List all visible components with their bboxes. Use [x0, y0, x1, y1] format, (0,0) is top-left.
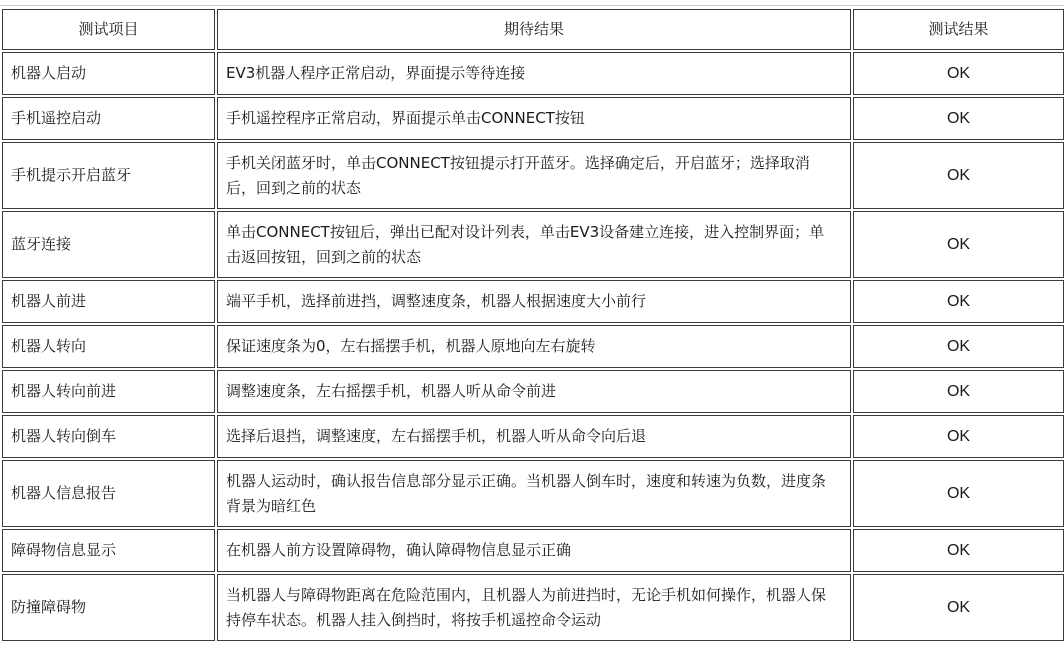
cell-test-item: 机器人转向倒车 [2, 415, 215, 458]
cell-test-result: OK [853, 97, 1064, 140]
cell-expected-result: 保证速度条为0，左右摇摆手机，机器人原地向左右旋转 [217, 325, 851, 368]
cell-expected-result: 端平手机，选择前进挡，调整速度条，机器人根据速度大小前行 [217, 280, 851, 323]
table-row [2, 280, 1064, 323]
table-row [2, 211, 1064, 278]
table-row [2, 52, 1064, 95]
cell-expected-result: 选择后退挡，调整速度，左右摇摆手机，机器人听从命令向后退 [217, 415, 851, 458]
cell-test-result: OK [853, 460, 1064, 527]
header-test-item: 测试项目 [2, 9, 215, 50]
table-row [2, 142, 1064, 209]
cell-expected-result: 手机关闭蓝牙时，单击CONNECT按钮提示打开蓝牙。选择确定后，开启蓝牙；选择取消后，回到之前的状态 [217, 142, 851, 209]
cell-test-result: OK [853, 415, 1064, 458]
table-row [2, 574, 1064, 641]
cell-test-result: OK [853, 52, 1064, 95]
cell-test-result: OK [853, 574, 1064, 641]
cell-test-item: 蓝牙连接 [2, 211, 215, 278]
cell-test-item: 手机提示开启蓝牙 [2, 142, 215, 209]
cell-test-item: 机器人前进 [2, 280, 215, 323]
cell-test-result: OK [853, 370, 1064, 413]
cell-test-result: OK [853, 529, 1064, 572]
cell-test-result: OK [853, 325, 1064, 368]
table-row [2, 370, 1064, 413]
cell-test-item: 机器人信息报告 [2, 460, 215, 527]
cell-expected-result: EV3机器人程序正常启动，界面提示等待连接 [217, 52, 851, 95]
cell-test-result: OK [853, 142, 1064, 209]
table-row [2, 460, 1064, 527]
header-expected-result: 期待结果 [217, 9, 851, 50]
cell-test-item: 机器人转向前进 [2, 370, 215, 413]
test-results-table [0, 7, 1064, 643]
table-row [2, 97, 1064, 140]
table-row [2, 529, 1064, 572]
cell-expected-result: 在机器人前方设置障碍物，确认障碍物信息显示正确 [217, 529, 851, 572]
cell-expected-result: 机器人运动时，确认报告信息部分显示正确。当机器人倒车时，速度和转速为负数，进度条背景为暗红色 [217, 460, 851, 527]
cell-expected-result: 当机器人与障碍物距离在危险范围内，且机器人为前进挡时，无论手机如何操作，机器人保持停车状态。机器人挂入倒挡时，将按手机遥控命令运动 [217, 574, 851, 641]
top-divider [0, 5, 1064, 6]
table-header-row [2, 9, 1064, 50]
cell-expected-result: 调整速度条，左右摇摆手机，机器人听从命令前进 [217, 370, 851, 413]
cell-expected-result: 手机遥控程序正常启动，界面提示单击CONNECT按钮 [217, 97, 851, 140]
header-test-result: 测试结果 [853, 9, 1064, 50]
cell-test-item: 障碍物信息显示 [2, 529, 215, 572]
cell-test-result: OK [853, 211, 1064, 278]
cell-expected-result: 单击CONNECT按钮后，弹出已配对设计列表，单击EV3设备建立连接，进入控制界面；单击返回按钮，回到之前的状态 [217, 211, 851, 278]
cell-test-item: 防撞障碍物 [2, 574, 215, 641]
cell-test-result: OK [853, 280, 1064, 323]
cell-test-item: 手机遥控启动 [2, 97, 215, 140]
cell-test-item: 机器人转向 [2, 325, 215, 368]
table-row [2, 325, 1064, 368]
cell-test-item: 机器人启动 [2, 52, 215, 95]
table-row [2, 415, 1064, 458]
